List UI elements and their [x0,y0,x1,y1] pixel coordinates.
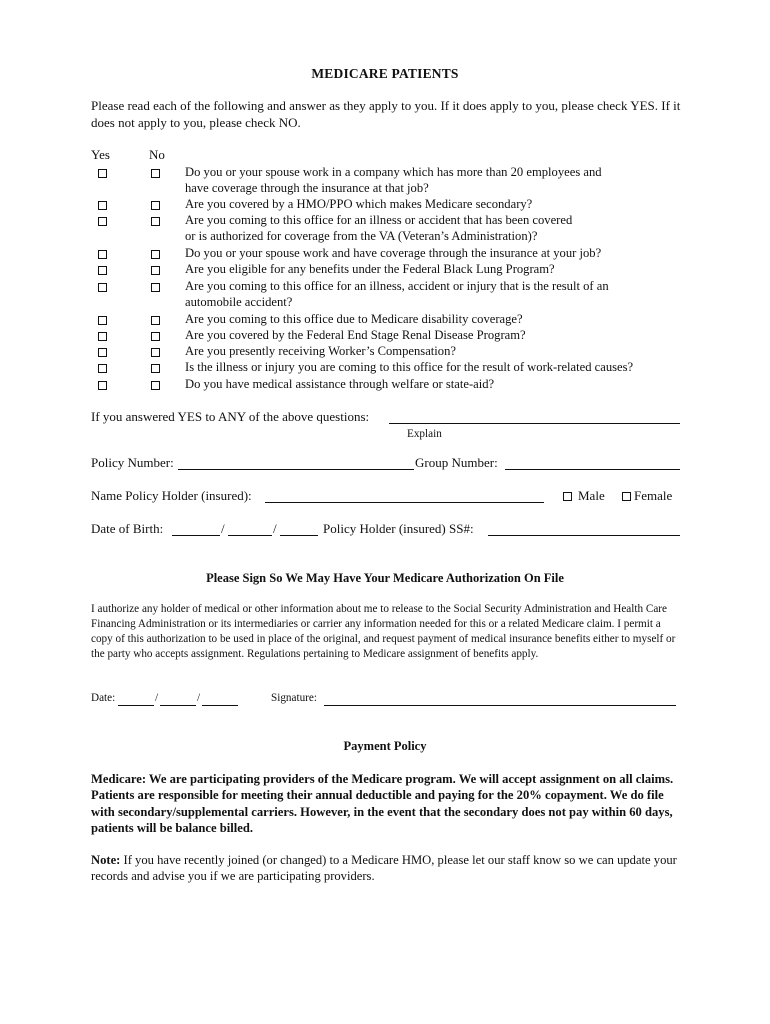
explain-field[interactable] [389,423,680,424]
q7-no-checkbox[interactable] [151,316,160,325]
dob-separator-2: / [273,521,277,536]
q6-yes-checkbox[interactable] [98,283,107,292]
group-number-field[interactable] [505,469,680,470]
q6-no-checkbox[interactable] [151,283,160,292]
question-3-line2: or is authorized for coverage from the VA (Veteran’s Administration)? [185,229,538,244]
payment-policy-text: Medicare: We are participating providers of the Medicare program. We will accept assignment on all claims. Patients are responsible for meeting their annual deductible and paying for the 20% copayment. We do file with secondary/supplemental carriers. However, in the event that the secondary does not pay within 60 days, patients will be balance billed. [91,772,674,836]
page-title: MEDICARE PATIENTS [311,66,459,81]
ss-label: Policy Holder (insured) SS#: [323,521,474,536]
policy-holder-field[interactable] [265,502,544,503]
question-4 [185,245,685,261]
signature-field[interactable] [324,705,676,706]
auth-date-separator-2: / [197,692,201,704]
question-6 [185,278,685,311]
auth-date-year-field[interactable] [202,705,238,706]
female-label: Female [634,488,673,503]
question-11-line1: Do you have medical assistance through welfare or state-aid? [185,377,495,391]
q8-yes-checkbox[interactable] [98,332,107,341]
dob-separator-1: / [221,521,225,536]
policy-number-label: Policy Number: [91,455,174,470]
q8-no-checkbox[interactable] [151,332,160,341]
note-label: Note: [91,853,121,867]
q11-no-checkbox[interactable] [151,381,160,390]
q10-no-checkbox[interactable] [151,364,160,373]
q10-yes-checkbox[interactable] [98,364,107,373]
q5-no-checkbox[interactable] [151,266,160,275]
auth-date-label: Date: [91,692,116,704]
dob-year-field[interactable] [280,535,318,536]
yes-column-header: Yes [91,147,110,162]
question-6-line1: Are you coming to this office for an illness, accident or injury that is the result of an [185,279,609,293]
auth-date-separator-1: / [155,692,159,704]
question-9 [185,343,685,359]
q3-no-checkbox[interactable] [151,217,160,226]
if-yes-label: If you answered YES to ANY of the above questions: [91,409,370,424]
question-11 [185,376,685,392]
q1-yes-checkbox[interactable] [98,169,107,178]
note-paragraph [91,852,681,885]
dob-label: Date of Birth: [91,521,164,536]
question-1-line2: have coverage through the insurance at that job? [185,181,429,196]
question-7 [185,311,685,327]
policy-holder-label: Name Policy Holder (insured): [91,488,252,503]
auth-date-day-field[interactable] [160,705,196,706]
q5-yes-checkbox[interactable] [98,266,107,275]
question-10-line1: Is the illness or injury you are coming to this office for the result of work-related causes? [185,360,634,374]
question-2 [185,196,685,212]
auth-date-month-field[interactable] [118,705,154,706]
question-9-line1: Are you presently receiving Worker’s Compensation? [185,344,456,358]
question-3-line1: Are you coming to this office for an illness or accident that has been covered [185,213,573,227]
female-checkbox[interactable] [622,492,631,501]
dob-day-field[interactable] [228,535,272,536]
question-1-line1: Do you or your spouse work in a company which has more than 20 employees and [185,165,602,179]
group-number-label: Group Number: [415,455,498,470]
ss-field[interactable] [488,535,680,536]
question-5 [185,261,685,277]
q2-no-checkbox[interactable] [151,201,160,210]
q7-yes-checkbox[interactable] [98,316,107,325]
note-text: If you have recently joined (or changed) to a Medicare HMO, please let our staff know so we can update your records and advise you if we are participating providers. [91,853,677,884]
question-8 [185,327,685,343]
male-checkbox[interactable] [563,492,572,501]
male-label: Male [578,488,605,503]
policy-number-field[interactable] [178,469,414,470]
instructions: Please read each of the following and answer as they apply to you. If it does apply to you, please check YES. If it does not apply to you, please check NO. [91,98,681,130]
payment-heading: Payment Policy [343,739,427,753]
q3-yes-checkbox[interactable] [98,217,107,226]
question-4-line1: Do you or your spouse work and have coverage through the insurance at your job? [185,246,602,260]
question-3 [185,212,685,245]
q1-no-checkbox[interactable] [151,169,160,178]
question-2-line1: Are you covered by a HMO/PPO which makes Medicare secondary? [185,197,533,211]
authorization-text: I authorize any holder of medical or other information about me to release to the Social Security Administration and Health Care Financing Administration or its intermediaries or carrier any information needed for this or a related Medicare claim. I permit a copy of this authorization to be used in place of the original, and request payment of medical insurance benefits either to myself or the party who accepts assignment. Regulations pertaining to Medicare assignment of benefits apply. [91,603,676,660]
q11-yes-checkbox[interactable] [98,381,107,390]
q2-yes-checkbox[interactable] [98,201,107,210]
question-8-line1: Are you covered by the Federal End Stage Renal Disease Program? [185,328,526,342]
no-column-header: No [149,147,165,162]
q4-no-checkbox[interactable] [151,250,160,259]
question-5-line1: Are you eligible for any benefits under the Federal Black Lung Program? [185,262,555,276]
signature-label: Signature: [271,692,317,704]
question-7-line1: Are you coming to this office due to Medicare disability coverage? [185,312,523,326]
explain-label: Explain [407,428,442,440]
authorization-heading: Please Sign So We May Have Your Medicare Authorization On File [206,571,564,585]
q9-yes-checkbox[interactable] [98,348,107,357]
q9-no-checkbox[interactable] [151,348,160,357]
question-10 [185,359,695,375]
question-6-line2: automobile accident? [185,295,293,310]
q4-yes-checkbox[interactable] [98,250,107,259]
dob-month-field[interactable] [172,535,220,536]
question-1 [185,164,685,197]
